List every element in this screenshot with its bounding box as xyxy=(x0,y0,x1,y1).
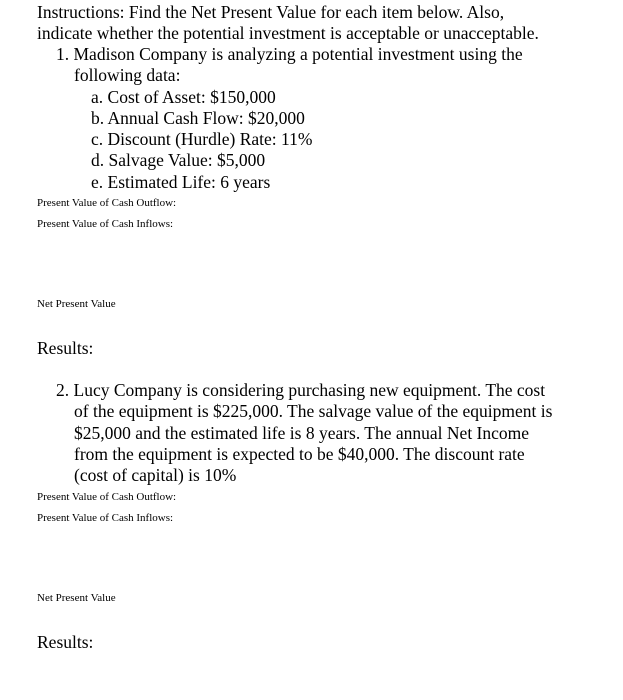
q1-item-e: e. Estimated Life: 6 years xyxy=(91,172,271,192)
q1-item-d: d. Salvage Value: $5,000 xyxy=(91,150,266,170)
question-2-line-2: of the equipment is $225,000. The salvage value of the equipment is xyxy=(74,401,553,421)
question-1-line-1: 1. Madison Company is analyzing a potential investment using the xyxy=(56,44,523,64)
q1-item-b: b. Annual Cash Flow: $20,000 xyxy=(91,108,305,128)
question-2-line-5: (cost of capital) is 10% xyxy=(74,465,237,485)
q1-item-c: c. Discount (Hurdle) Rate: 11% xyxy=(91,129,313,149)
q2-pv-outflow-label: Present Value of Cash Outflow: xyxy=(37,491,177,503)
q1-npv-label: Net Present Value xyxy=(37,298,116,310)
q1-results-label: Results: xyxy=(37,338,94,358)
instructions-line-1: Instructions: Find the Net Present Value for each item below. Also, xyxy=(37,2,505,22)
question-2-line-4: from the equipment is expected to be $40,000. The discount rate xyxy=(74,444,525,464)
q1-pv-outflow-label: Present Value of Cash Outflow: xyxy=(37,197,177,209)
q1-item-a: a. Cost of Asset: $150,000 xyxy=(91,87,276,107)
question-1-line-2: following data: xyxy=(74,65,181,85)
question-2-line-3: $25,000 and the estimated life is 8 years. The annual Net Income xyxy=(74,423,530,443)
q1-pv-inflows-label: Present Value of Cash Inflows: xyxy=(37,218,174,230)
q2-pv-inflows-label: Present Value of Cash Inflows: xyxy=(37,512,174,524)
question-2-line-1: 2. Lucy Company is considering purchasing new equipment. The cost xyxy=(56,380,546,400)
q2-npv-label: Net Present Value xyxy=(37,592,116,604)
q2-results-label: Results: xyxy=(37,632,94,652)
instructions-line-2: indicate whether the potential investment is acceptable or unacceptable. xyxy=(37,23,539,43)
